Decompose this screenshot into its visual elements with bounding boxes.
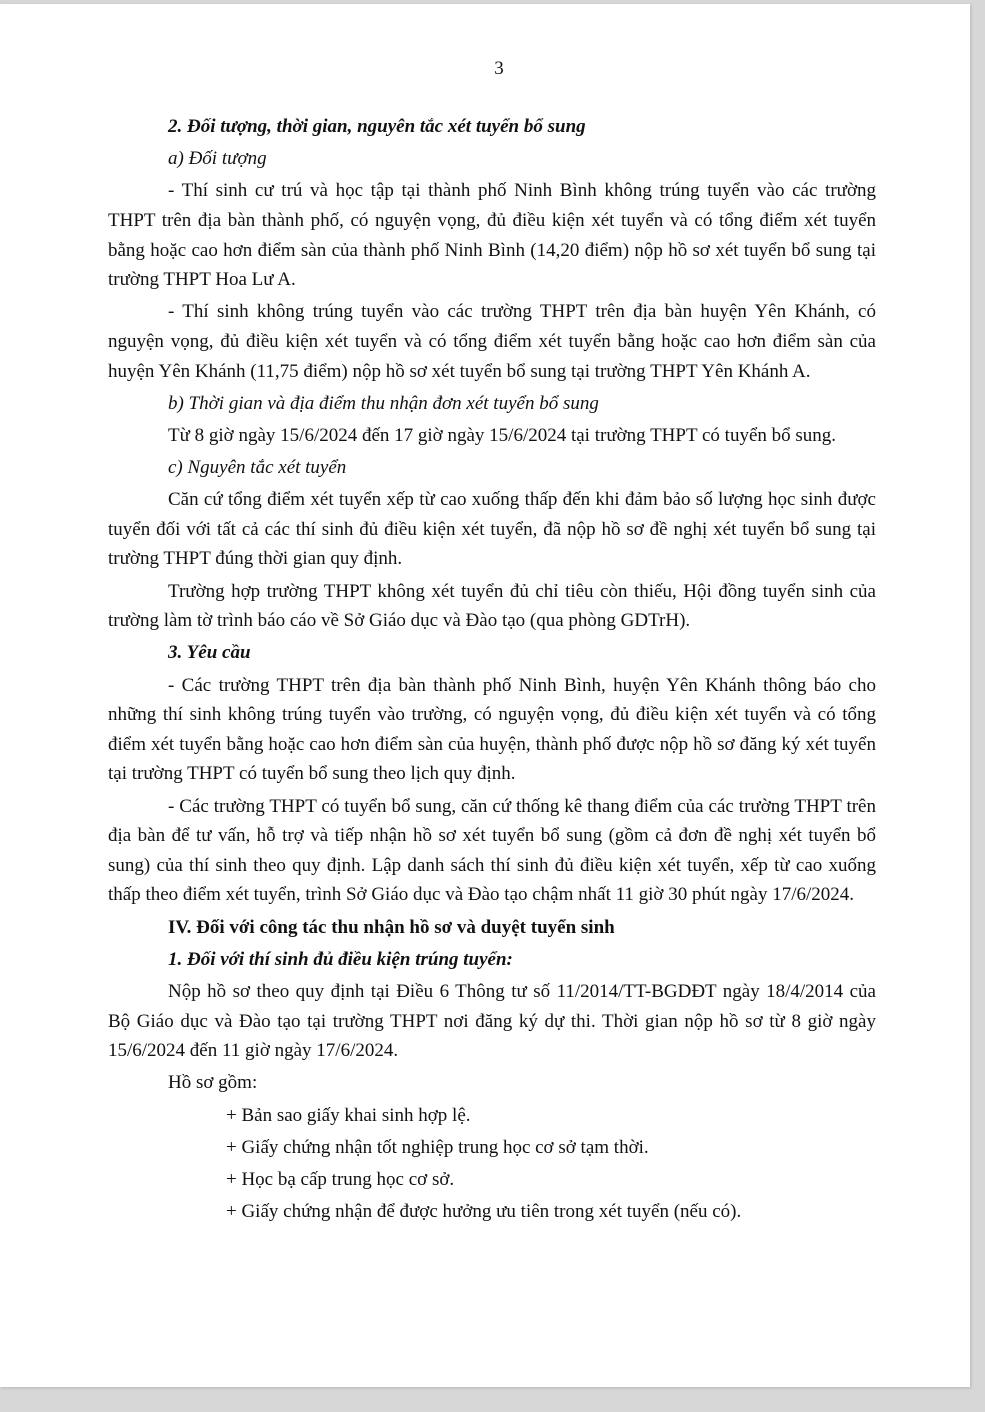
section-4-1-heading: 1. Đối với thí sinh đủ điều kiện trúng tuyển: — [168, 948, 513, 970]
documents-list-item: + Học bạ cấp trung học cơ sở. — [226, 1168, 455, 1190]
section-2a-heading: a) Đối tượng — [168, 148, 267, 170]
section-3-paragraph-1: - Các trường THPT trên địa bàn thành phố Ninh Bình, huyện Yên Khánh thông báo cho những thí sinh không trúng tuyển vào trường, có nguyện vọng, đủ điều kiện xét tuyển và có tổng điểm xét tuyển bằng hoặc cao hơn điểm sàn của huyện, thành phố được nộp hồ sơ đăng ký xét tuyển tại trường THPT có tuyển bổ sung theo lịch quy định. — [108, 674, 876, 785]
document-page — [0, 4, 970, 1387]
section-2a-paragraph-2: - Thí sinh không trúng tuyển vào các trường THPT trên địa bàn huyện Yên Khánh, có nguyện vọng, đủ điều kiện xét tuyển và có tổng điểm xét tuyển bằng hoặc cao hơn điểm sàn của huyện Yên Khánh (11,75 điểm) nộp hồ sơ xét tuyển bổ sung tại trường THPT Yên Khánh A. — [108, 301, 876, 382]
section-2c-paragraph-2: Trường hợp trường THPT không xét tuyển đủ chỉ tiêu còn thiếu, Hội đồng tuyển sinh của trường làm tờ trình báo cáo về Sở Giáo dục và Đào tạo (qua phòng GDTrH). — [108, 580, 876, 632]
documents-list-item: + Giấy chứng nhận tốt nghiệp trung học cơ sở tạm thời. — [226, 1136, 649, 1158]
section-4-heading: IV. Đối với công tác thu nhận hồ sơ và duyệt tuyển sinh — [168, 916, 615, 938]
documents-list-intro: Hồ sơ gồm: — [168, 1072, 258, 1094]
page-number: 3 — [494, 58, 504, 79]
page-content — [108, 54, 876, 1229]
section-2c-paragraph-1: Căn cứ tổng điểm xét tuyển xếp từ cao xuống thấp đến khi đảm bảo số lượng học sinh được tuyển đối với tất cả các thí sinh đủ điều kiện xét tuyển, đã nộp hồ sơ đề nghị xét tuyển bổ sung tại trường THPT đúng thời gian quy định. — [108, 489, 876, 570]
section-2b-paragraph-1: Từ 8 giờ ngày 15/6/2024 đến 17 giờ ngày 15/6/2024 tại trường THPT có tuyển bổ sung. — [168, 424, 837, 446]
section-2c-heading: c) Nguyên tắc xét tuyển — [168, 457, 347, 479]
section-2-heading: 2. Đối tượng, thời gian, nguyên tắc xét tuyển bổ sung — [168, 116, 586, 137]
section-3-paragraph-2: - Các trường THPT có tuyển bổ sung, căn cứ thống kê thang điểm của các trường THPT trên địa bàn để tư vấn, hỗ trợ và tiếp nhận hồ sơ xét tuyển bổ sung (gồm cả đơn đề nghị xét tuyển bổ sung) của thí sinh theo quy định. Lập danh sách thí sinh đủ điều kiện xét tuyển, xếp từ cao xuống thấp theo điểm xét tuyển, trình Sở Giáo dục và Đào tạo chậm nhất 11 giờ 30 phút ngày 17/6/2024. — [108, 795, 876, 906]
section-3-heading: 3. Yêu cầu — [168, 642, 251, 664]
section-2a-paragraph-1: - Thí sinh cư trú và học tập tại thành phố Ninh Bình không trúng tuyển vào các trường THPT trên địa bàn thành phố, có nguyện vọng, đủ điều kiện xét tuyển và có tổng điểm xét tuyển bằng hoặc cao hơn điểm sàn của thành phố Ninh Bình (14,20 điểm) nộp hồ sơ xét tuyển bổ sung tại trường THPT Hoa Lư A. — [108, 180, 876, 291]
documents-list-item: + Bản sao giấy khai sinh hợp lệ. — [226, 1104, 471, 1126]
documents-list-item: + Giấy chứng nhận để được hưởng ưu tiên trong xét tuyển (nếu có). — [226, 1201, 742, 1223]
section-2b-heading: b) Thời gian và địa điểm thu nhận đơn xét tuyển bổ sung — [168, 392, 599, 414]
section-4-1-paragraph-1: Nộp hồ sơ theo quy định tại Điều 6 Thông tư số 11/2014/TT-BGDĐT ngày 18/4/2014 của Bộ Giáo dục và Đào tạo tại trường THPT nơi đăng ký dự thi. Thời gian nộp hồ sơ từ 8 giờ ngày 15/6/2024 đến 11 giờ ngày 17/6/2024. — [108, 980, 876, 1062]
